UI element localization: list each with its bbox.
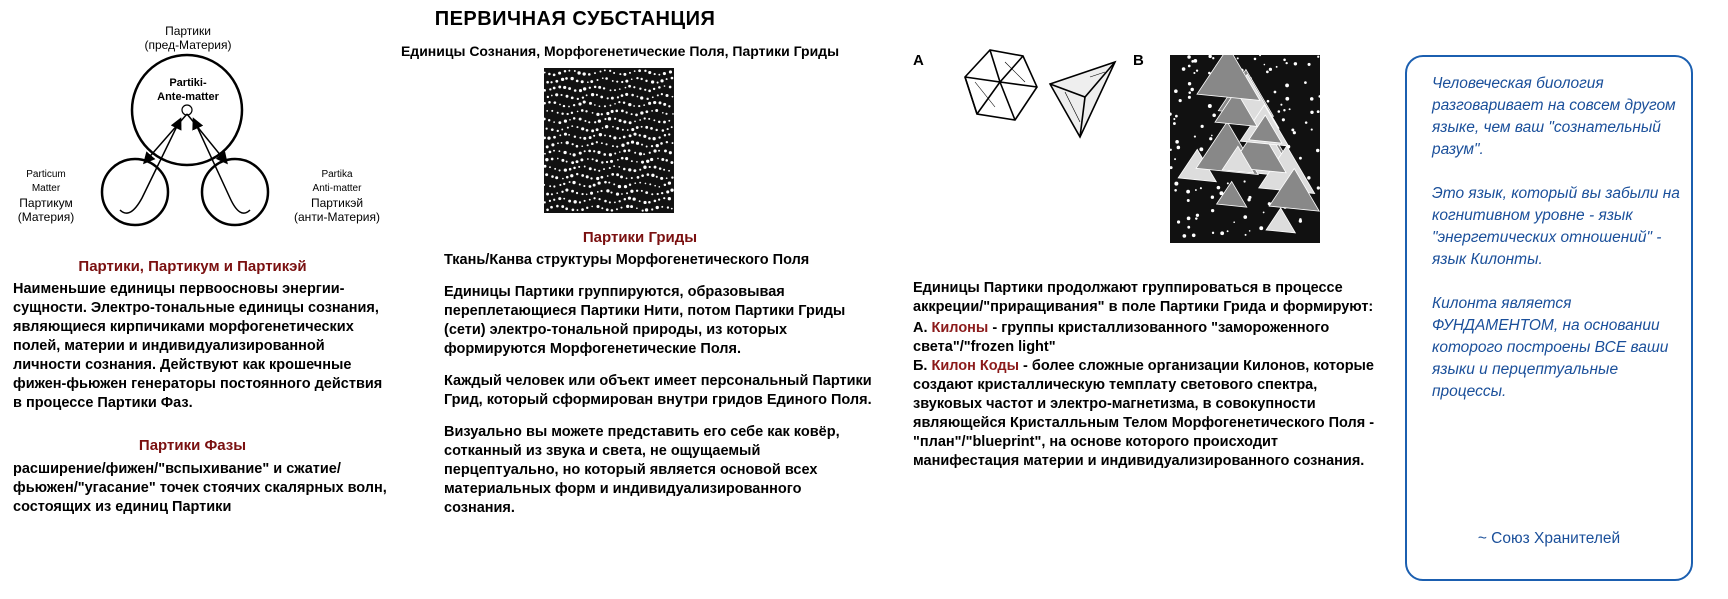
particle-grid-pattern	[544, 68, 674, 213]
matter-circle	[102, 159, 168, 225]
item-b-prefix: Б.	[913, 358, 932, 374]
quote-paragraph1: Человеческая биология разговаривает на совсем другом языке, чем ваш "сознательный разум".	[1432, 75, 1676, 158]
partiki-cycle-diagram	[90, 50, 290, 240]
quote-signature: ~ Союз Хранителей	[1477, 530, 1621, 547]
col3-item-b	[913, 357, 1383, 471]
page-subtitle: Единицы Сознания, Морфогенетические Поля, Партики Гриды	[400, 43, 840, 59]
col1-body2	[13, 460, 388, 530]
right-label-line2: Anti-matter	[312, 183, 362, 194]
col3-body	[913, 279, 1383, 471]
top-label-line1: Партики	[165, 24, 211, 38]
item-a-prefix: А.	[913, 320, 932, 336]
top-label-line2: (пред-Материя)	[144, 38, 232, 52]
kilon-crystals-image	[955, 42, 1130, 142]
col1-paragraph1: Наименьшие единицы первоосновы энергии-сущности. Электро-тональные единицы сознания, являющиеся кирпичиками морфогенетических полей, материи и индивидуализированной личности сознания. Действуют как крошечные фижен-фьюжен генераторы постоянного действия в процессе Партики Фаз.	[13, 281, 383, 411]
col2-body	[444, 251, 874, 531]
col2-paragraph3: Визуально вы можете представить его себе как ковёр, сотканный из звука и света, не ощущаемый перцептуально, но который является основой всех материальных форм и индивидуализированного сознания.	[444, 424, 840, 516]
left-label-line3: Партикум	[19, 196, 73, 210]
col3-item-a	[913, 319, 1383, 357]
right-label-line4: (анти-Материя)	[294, 210, 380, 224]
center-label-line1: Partiki-	[169, 77, 207, 89]
quote-paragraph2: Это язык, который вы забыли на когнитивном уровне - язык "энергетических отношений" - язык Килонты.	[1432, 185, 1680, 268]
col2-paragraph2: Каждый человек или объект имеет персональный Партики Грид, который сформирован внутри гридов Единого Поля.	[444, 373, 872, 408]
page-title: ПЕРВИЧНАЯ СУБСТАНЦИЯ	[434, 8, 716, 30]
center-label-line2: Ante-matter	[157, 91, 219, 103]
col3-paragraph1: Единицы Партики продолжают группироваться в процессе аккреции/"приращивания" в поле Партики Грида и формируют:	[913, 280, 1374, 315]
diagram-top-label	[118, 24, 258, 52]
left-label-line4: (Материя)	[17, 210, 75, 224]
col2-line1: Ткань/Канва структуры Морфогенетического Поля	[444, 252, 810, 268]
kilon-code-image	[1170, 55, 1320, 243]
label-a: A	[913, 52, 924, 69]
quote-paragraph3: Килонта является ФУНДАМЕНТОМ, на основании которого построены ВСЕ ваши языки и перцептуальные процессы.	[1432, 295, 1669, 400]
label-b: B	[1133, 52, 1144, 69]
kilon-code-pattern	[1170, 55, 1320, 243]
col1-paragraph2: расширение/фижен/"вспыхивание" и сжатие/фьюжен/"угасание" точек стоячих скалярных волн, состоящих из единиц Партики	[13, 461, 387, 515]
particle-grid-image	[544, 68, 674, 213]
item-a-text: - группы кристаллизованного "замороженного света"/"frozen light"	[913, 320, 1330, 355]
col1-heading: Партики, Партикум и Партикэй	[78, 258, 307, 275]
item-a-term: Килоны	[931, 320, 989, 336]
item-b-text: - более сложные организации Килонов, которые создают кристаллическую темплату светового спектра, звуковых частот и электро-магнетизма, в совокупности являющейся Кристалльным Телом Морфогенетического Поля - "план"/"blueprint", на основе которого происходит манифестация материи и индивидуализированного сознания.	[913, 358, 1375, 469]
center-point	[182, 105, 192, 115]
anti-matter-circle	[202, 159, 268, 225]
left-label-line1: Particum	[26, 169, 66, 180]
right-label-line3: Партикэй	[310, 196, 364, 210]
col1-body	[13, 280, 388, 426]
right-label-line1: Partika	[321, 169, 353, 180]
quote-text	[1432, 73, 1684, 425]
left-label-line2: Matter	[31, 183, 61, 194]
item-b-term: Килон Коды	[931, 358, 1020, 374]
col2-paragraph1: Единицы Партики группируются, образовывая переплетающиеся Партики Нити, потом Партики Гриды (сети) электро-тональной природы, из которых формируются Морфогенетические Поля.	[444, 284, 846, 357]
col2-heading: Партики Гриды	[582, 229, 698, 246]
diagram-right-label	[282, 168, 392, 224]
diagram-left-label	[6, 168, 86, 224]
col1-heading2: Партики Фазы	[138, 437, 247, 454]
